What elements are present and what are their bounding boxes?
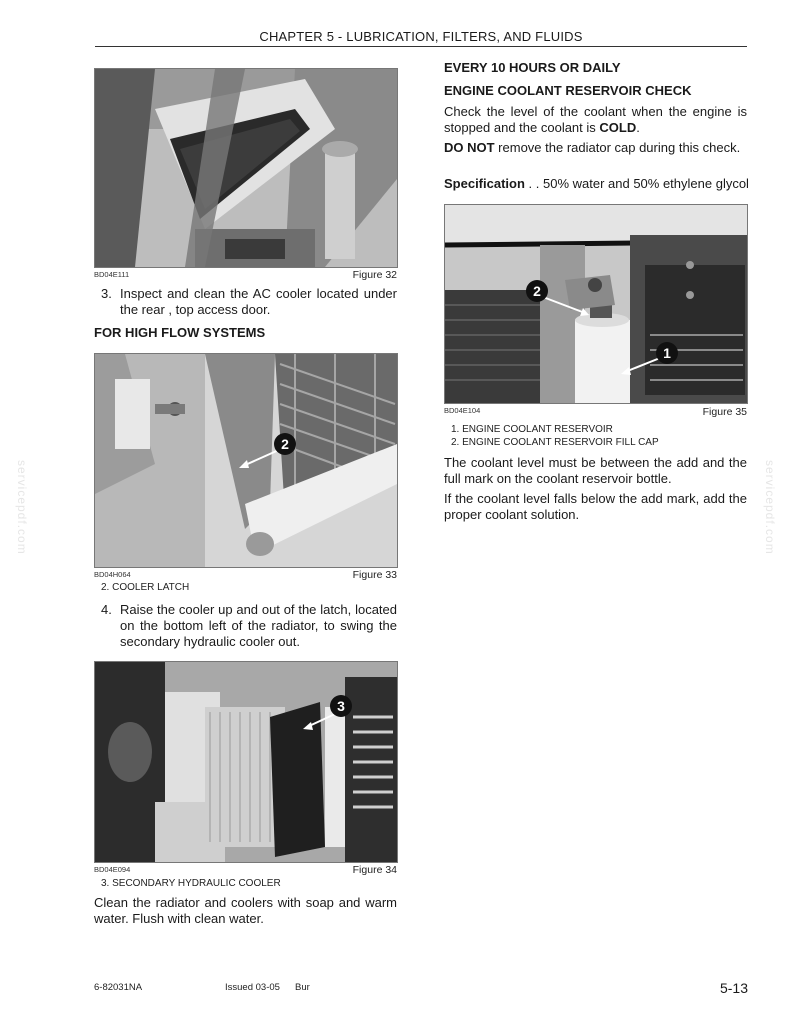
coolant-level-text: The coolant level must be between the add and the full mark on the coolant reservoir bottle. [444, 455, 747, 486]
do-not-warning [444, 140, 747, 156]
figure-35-photo [444, 204, 748, 404]
below-add-mark-text: If the coolant level falls below the add mark, add the proper coolant solution. [444, 491, 747, 522]
step-3 [101, 286, 397, 320]
interval-heading: EVERY 10 HOURS OR DAILY [444, 60, 621, 75]
cold-emphasis: COLD [599, 120, 637, 135]
footer-doc-number: 6-82031NA [94, 982, 143, 993]
figure-33-marker: 2 [281, 436, 289, 452]
step-4-number: 4. [101, 602, 112, 617]
figure-34-photo [94, 661, 398, 863]
figure-33-caption: 2. COOLER LATCH [101, 582, 190, 593]
step-3-text: Inspect and clean the AC cooler located under the rear , top access door. [120, 286, 397, 317]
chapter-title: CHAPTER 5 - LUBRICATION, FILTERS, AND FLUIDS [259, 29, 583, 44]
check-text: Check the level of the coolant when the engine is stopped and the coolant is [444, 104, 747, 135]
page-number: 5-13 [719, 980, 748, 996]
high-flow-heading: FOR HIGH FLOW SYSTEMS [94, 325, 266, 340]
figure-34-caption: 3. SECONDARY HYDRAULIC COOLER [101, 878, 281, 889]
figure-33-label: Figure 33 [352, 569, 397, 581]
spec-label: Specification [444, 176, 525, 191]
ac-cooler-photo [95, 69, 397, 267]
figure-35-label: Figure 35 [702, 406, 747, 418]
figure-34-marker: 3 [337, 698, 345, 714]
figure-34-label: Figure 34 [352, 864, 397, 876]
figure-33-photo [94, 353, 398, 568]
watermark-left: servicepdf.com [15, 460, 29, 555]
clean-instructions: Clean the radiator and coolers with soap and warm water. Flush with clean water. [94, 895, 397, 926]
footer-issued: Issued 03-05 [225, 982, 280, 993]
watermark-right: servicepdf.com [763, 460, 777, 555]
hydraulic-cooler-photo [95, 662, 397, 862]
figure-32-label: Figure 32 [352, 269, 397, 281]
footer-bur: Bur [295, 982, 310, 993]
figure-32-code: BD04E111 [94, 270, 130, 279]
figure-35-code: BD04E104 [444, 406, 481, 415]
figure-32-photo [94, 68, 398, 268]
figure-35-marker-2: 2 [533, 283, 541, 299]
figure-35-caption-1: 1. ENGINE COOLANT RESERVOIR [451, 424, 613, 435]
do-not-emphasis: DO NOT [444, 140, 495, 155]
step-4-text: Raise the cooler up and out of the latch, located on the bottom left of the radiator, to swing the secondary hydraulic cooler out. [120, 602, 397, 649]
step-3-number: 3. [101, 286, 112, 301]
figure-34-code: BD04E094 [94, 865, 131, 874]
coolant-reservoir-photo [445, 205, 747, 403]
figure-35-marker-1: 1 [663, 345, 671, 361]
check-text-end: . [636, 120, 640, 135]
cooler-latch-photo [95, 354, 397, 567]
figure-35-caption-2: 2. ENGINE COOLANT RESERVOIR FILL CAP [451, 437, 659, 448]
figure-33-code: BD04H064 [94, 570, 131, 579]
spec-dots: . . [524, 176, 543, 191]
specification [444, 176, 754, 192]
check-level-text [444, 104, 747, 136]
step-4 [101, 602, 397, 652]
do-not-text: remove the radiator cap during this check. [494, 140, 741, 155]
header-rule [95, 46, 747, 47]
spec-value: 50% water and 50% ethylene glycol [542, 176, 749, 191]
coolant-check-heading: ENGINE COOLANT RESERVOIR CHECK [444, 83, 692, 98]
